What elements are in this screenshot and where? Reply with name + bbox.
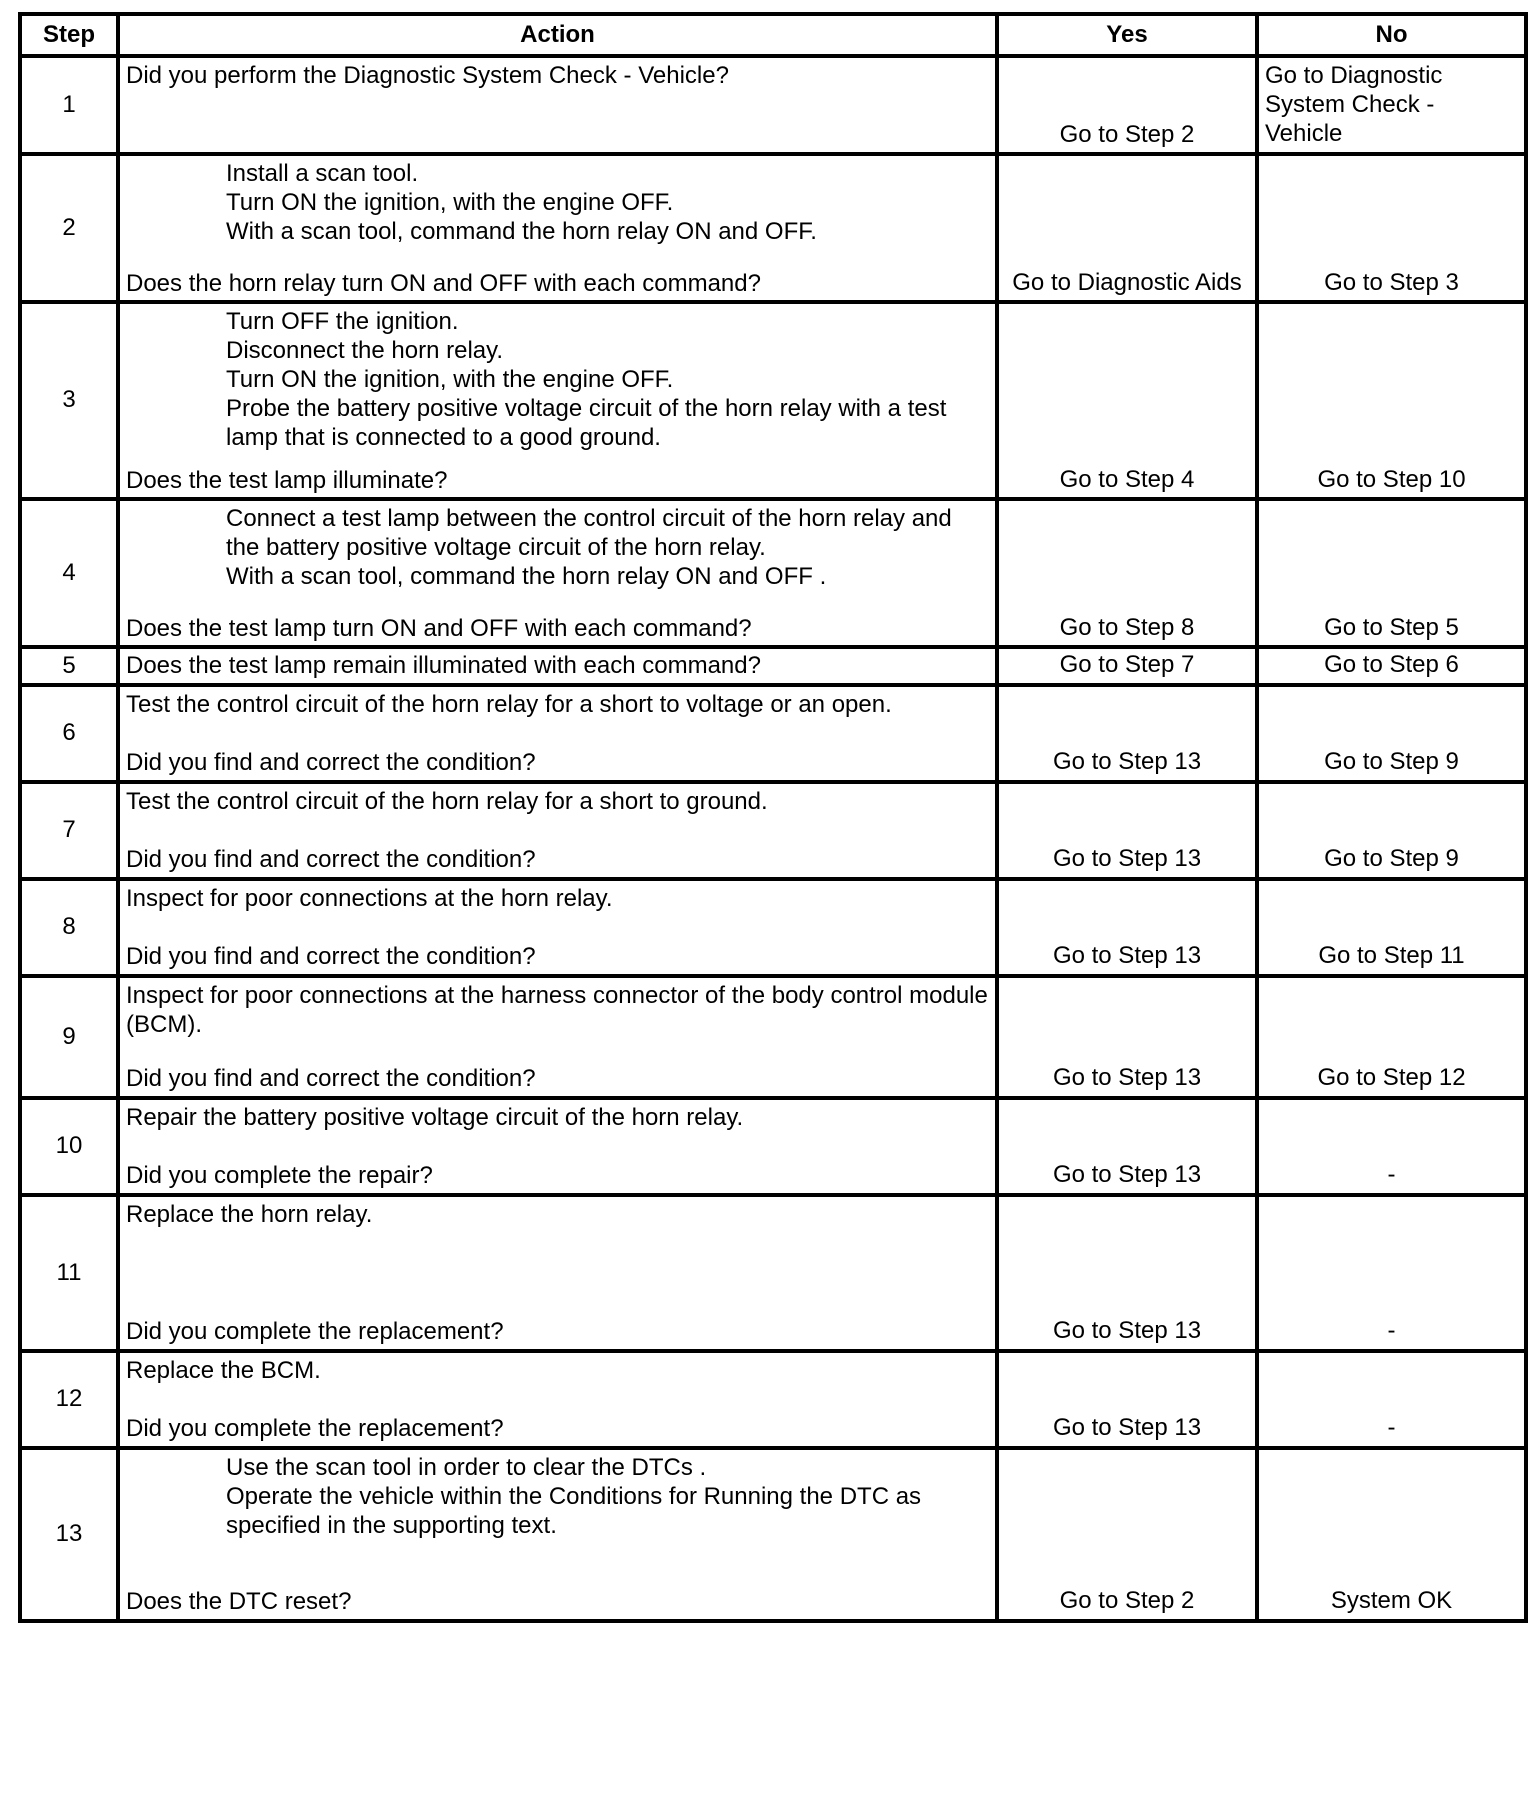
table-row: [20, 1351, 1526, 1448]
table-row: [20, 56, 1526, 154]
action-instruction: Replace the horn relay.: [126, 1201, 373, 1229]
action-cell: [118, 879, 997, 976]
no-result: Go to Step 11: [1257, 879, 1526, 976]
yes-result: Go to Step 2: [997, 56, 1257, 154]
no-result: -: [1257, 1098, 1526, 1195]
yes-result: Go to Step 4: [997, 302, 1257, 499]
action-steps-list: [126, 308, 989, 452]
header-row: [20, 14, 1526, 56]
action-cell: [118, 499, 997, 647]
no-result: -: [1257, 1351, 1526, 1448]
action-cell: [118, 302, 997, 499]
no-result: Go to Step 10: [1257, 302, 1526, 499]
action-step: Turn ON the ignition, with the engine OFF.: [226, 365, 674, 393]
header-no: No: [1257, 14, 1526, 56]
step-number: 9: [20, 976, 118, 1098]
action-question: Did you find and correct the condition?: [126, 749, 536, 777]
yes-result: Go to Diagnostic Aids: [997, 154, 1257, 302]
action-step: Use the scan tool in order to clear the DTCs .: [226, 1454, 707, 1482]
yes-result: Go to Step 13: [997, 976, 1257, 1098]
step-number: 13: [20, 1448, 118, 1621]
step-number: 5: [20, 647, 118, 685]
step-number: 2: [20, 154, 118, 302]
action-cell: [118, 1098, 997, 1195]
action-instruction: Test the control circuit of the horn relay for a short to ground.: [126, 788, 768, 816]
action-question: Does the DTC reset?: [126, 1588, 352, 1616]
action-instruction: Inspect for poor connections at the horn relay.: [126, 885, 613, 913]
action-step: Install a scan tool.: [226, 160, 419, 188]
no-result: -: [1257, 1195, 1526, 1351]
action-question: Did you find and correct the condition?: [126, 846, 536, 874]
action-instruction: Replace the BCM.: [126, 1357, 321, 1385]
action-steps-list: [126, 160, 989, 246]
diagnostic-table-container: [18, 12, 1524, 1623]
action-question: Did you find and correct the condition?: [126, 943, 536, 971]
yes-result: Go to Step 2: [997, 1448, 1257, 1621]
table-row: [20, 685, 1526, 782]
yes-result: Go to Step 13: [997, 782, 1257, 879]
step-number: 1: [20, 56, 118, 154]
action-question: Does the test lamp turn ON and OFF with each command?: [126, 614, 752, 642]
step-number: 4: [20, 499, 118, 647]
action-question: Did you perform the Diagnostic System Check - Vehicle?: [126, 62, 729, 89]
no-result: System OK: [1257, 1448, 1526, 1621]
action-question: Did you complete the replacement?: [126, 1415, 504, 1443]
table-row: [20, 1448, 1526, 1621]
action-step: Turn ON the ignition, with the engine OFF.: [226, 189, 674, 217]
action-instruction: Test the control circuit of the horn relay for a short to voltage or an open.: [126, 691, 892, 719]
no-result: Go to Step 3: [1257, 154, 1526, 302]
yes-result: Go to Step 13: [997, 1195, 1257, 1351]
yes-result: Go to Step 13: [997, 879, 1257, 976]
step-number: 11: [20, 1195, 118, 1351]
yes-result: Go to Step 7: [997, 647, 1257, 685]
step-number: 3: [20, 302, 118, 499]
action-step: Turn OFF the ignition.: [226, 308, 459, 336]
action-cell: [118, 782, 997, 879]
yes-result: Go to Step 13: [997, 685, 1257, 782]
header-action: Action: [118, 14, 997, 56]
diagnostic-table: [18, 12, 1528, 1623]
action-question: Did you complete the repair?: [126, 1162, 433, 1190]
yes-result: Go to Step 13: [997, 1098, 1257, 1195]
table-row: [20, 647, 1526, 685]
no-result: Go to Step 9: [1257, 685, 1526, 782]
action-step: Operate the vehicle within the Conditions for Running the DTC as specified in the supporting text.: [226, 1482, 922, 1539]
action-step: Probe the battery positive voltage circuit of the horn relay with a test lamp that is connected to a good ground.: [226, 394, 947, 451]
action-cell: [118, 56, 997, 154]
action-question: Does the horn relay turn ON and OFF with each command?: [126, 269, 761, 297]
table-row: [20, 879, 1526, 976]
action-steps-list: [126, 505, 989, 591]
header-step: Step: [20, 14, 118, 56]
action-question: Did you find and correct the condition?: [126, 1065, 536, 1093]
action-cell: [118, 976, 997, 1098]
action-instruction: Repair the battery positive voltage circuit of the horn relay.: [126, 1104, 744, 1132]
no-result: Go to Step 5: [1257, 499, 1526, 647]
step-number: 6: [20, 685, 118, 782]
header-yes: Yes: [997, 14, 1257, 56]
action-question: Does the test lamp remain illuminated with each command?: [126, 651, 761, 679]
action-step: Disconnect the horn relay.: [226, 337, 504, 365]
no-result: Go to Step 12: [1257, 976, 1526, 1098]
action-question: Did you complete the replacement?: [126, 1318, 504, 1346]
action-steps-list: [126, 1454, 989, 1540]
step-number: 8: [20, 879, 118, 976]
yes-result: Go to Step 8: [997, 499, 1257, 647]
table-row: [20, 976, 1526, 1098]
table-row: [20, 302, 1526, 499]
table-row: [20, 499, 1526, 647]
action-step: Connect a test lamp between the control circuit of the horn relay and the battery positive voltage circuit of the horn relay.: [226, 505, 952, 562]
table-row: [20, 1195, 1526, 1351]
table-row: [20, 1098, 1526, 1195]
action-cell: [118, 1195, 997, 1351]
action-question: Does the test lamp illuminate?: [126, 466, 448, 494]
action-cell: [118, 1351, 997, 1448]
action-step: With a scan tool, command the horn relay ON and OFF.: [226, 217, 817, 245]
action-cell: [118, 154, 997, 302]
step-number: 7: [20, 782, 118, 879]
step-number: 12: [20, 1351, 118, 1448]
table-row: [20, 782, 1526, 879]
yes-result: Go to Step 13: [997, 1351, 1257, 1448]
action-cell: [118, 1448, 997, 1621]
no-result: Go to Step 6: [1257, 647, 1526, 685]
table-row: [20, 154, 1526, 302]
no-result: Go to Diagnostic System Check - Vehicle: [1257, 56, 1526, 154]
action-cell: [118, 685, 997, 782]
action-cell: [118, 647, 997, 685]
step-number: 10: [20, 1098, 118, 1195]
action-instruction: Inspect for poor connections at the harness connector of the body control module (BCM).: [126, 982, 988, 1038]
no-result: Go to Step 9: [1257, 782, 1526, 879]
action-step: With a scan tool, command the horn relay ON and OFF .: [226, 562, 827, 590]
